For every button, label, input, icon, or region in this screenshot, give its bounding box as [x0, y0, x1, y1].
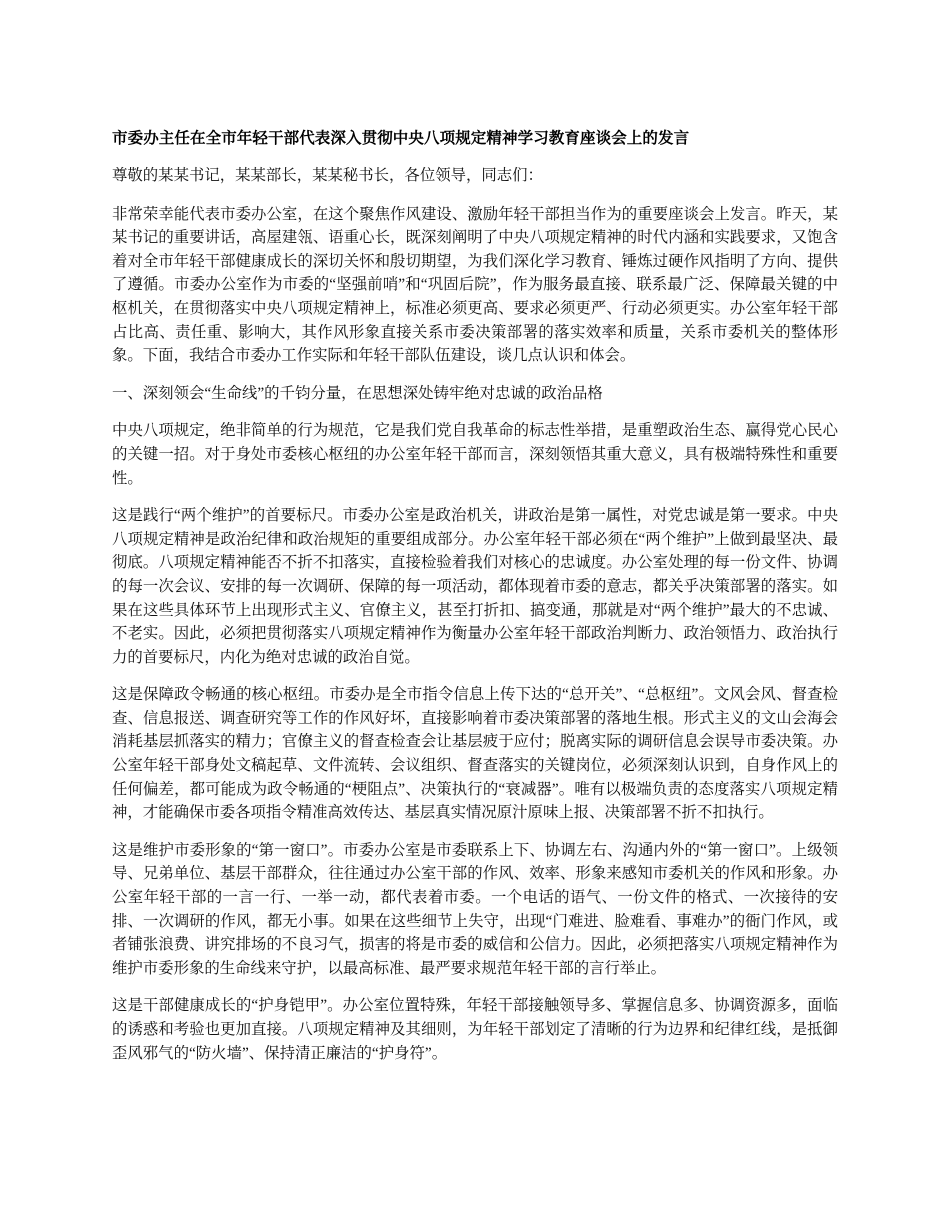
- body-paragraph: 这是保障政令畅通的核心枢纽。市委办是全市指令信息上传下达的“总开关”、“总枢纽”。文风会风、督查检查、信息报送、调查研究等工作的作风好坏，直接影响着市委决策部署的落地生根。形式主义的文山会海会消耗基层抓落实的精力；官僚主义的督查检查会让基层疲于应付；脱离实际的调研信息会误导市委决策。办公室年轻干部身处文稿起草、文件流转、会议组织、督查落实的关键岗位，必须深刻认识到，自身作风上的任何偏差，都可能成为政令畅通的“梗阻点”、决策执行的“衰减器”。唯有以极端负责的态度落实八项规定精神，才能确保市委各项指令精准高效传达、基层真实情况原汁原味上报、决策部署不折不扣执行。: [112, 686, 838, 822]
- body-paragraph: 这是维护市委形象的“第一窗口”。市委办公室是市委联系上下、协调左右、沟通内外的“第一窗口”。上级领导、兄弟单位、基层干部群众，往往通过办公室干部的作风、效率、形象来感知市委机关的作风和形象。办公室年轻干部的一言一行、一举一动，都代表着市委。一个电话的语气、一份文件的格式、一次接待的安排、一次调研的作风，都无小事。如果在这些细节上失守，出现“门难进、脸难看、事难办”的衙门作风，或者铺张浪费、讲究排场的不良习气，损害的将是市委的威信和公信力。因此，必须把落实八项规定精神作为维护市委形象的生命线来守护，以最高标准、最严要求规范年轻干部的言行举止。: [112, 841, 838, 977]
- body-paragraph: 这是践行“两个维护”的首要标尺。市委办公室是政治机关，讲政治是第一属性，对党忠诚是第一要求。中央八项规定精神是政治纪律和政治规矩的重要组成部分。办公室年轻干部必须在“两个维护”上做到最坚决、最彻底。八项规定精神能否不折不扣落实，直接检验着我们对核心的忠诚度。办公室处理的每一份文件、协调的每一次会议、安排的每一次调研、保障的每一项活动，都体现着市委的意志，都关乎决策部署的落实。如果在这些具体环节上出现形式主义、官僚主义，甚至打折扣、搞变通，那就是对“两个维护”最大的不忠诚、不老实。因此，必须把贯彻落实八项规定精神作为衡量办公室年轻干部政治判断力、政治领悟力、政治执行力的首要标尺，内化为绝对忠诚的政治自觉。: [112, 507, 838, 666]
- section-heading: 一、深刻领会“生命线”的千钧分量，在思想深处铸牢绝对忠诚的政治品格: [112, 384, 603, 402]
- body-paragraph: 中央八项规定，绝非简单的行为规范，它是我们党自我革命的标志性举措，是重塑政治生态、赢得党心民心的关键一招。对于身处市委核心枢纽的办公室年轻干部而言，深刻领悟其重大意义，具有极端特殊性和重要性。: [112, 422, 838, 487]
- body-paragraph: 非常荣幸能代表市委办公室，在这个聚焦作风建设、激励年轻干部担当作为的重要座谈会上发言。昨天，某某书记的重要讲话，高屋建瓴、语重心长，既深刻阐明了中央八项规定精神的时代内涵和实践要求，又饱含着对全市年轻干部健康成长的深切关怀和殷切期望，为我们深化学习教育、锤炼过硬作风指明了方向、提供了遵循。市委办公室作为市委的“坚强前哨”和“巩固后院”，作为服务最直接、联系最广泛、保障最关键的中枢机关，在贯彻落实中央八项规定精神上，标准必须更高、要求必须更严、行动必须更实。办公室年轻干部占比高、责任重、影响大，其作风形象直接关系市委决策部署的落实效率和质量，关系市委机关的整体形象。下面，我结合市委办工作实际和年轻干部队伍建设，谈几点认识和体会。: [112, 205, 838, 365]
- page-title: 市委办主任在全市年轻干部代表深入贯彻中央八项规定精神学习教育座谈会上的发言: [112, 130, 690, 147]
- body-paragraph: 这是干部健康成长的“护身铠甲”。办公室位置特殊，年轻干部接触领导多、掌握信息多、协调资源多，面临的诱惑和考验也更加直接。八项规定精神及其细则，为年轻干部划定了清晰的行为边界和纪律红线，是抵御歪风邪气的“防火墙”、保持清正廉洁的“护身符”。: [112, 997, 838, 1062]
- document-body: [112, 203, 838, 1066]
- salutation: 尊敬的某某书记，某某部长，某某秘书长，各位领导，同志们：: [112, 167, 543, 184]
